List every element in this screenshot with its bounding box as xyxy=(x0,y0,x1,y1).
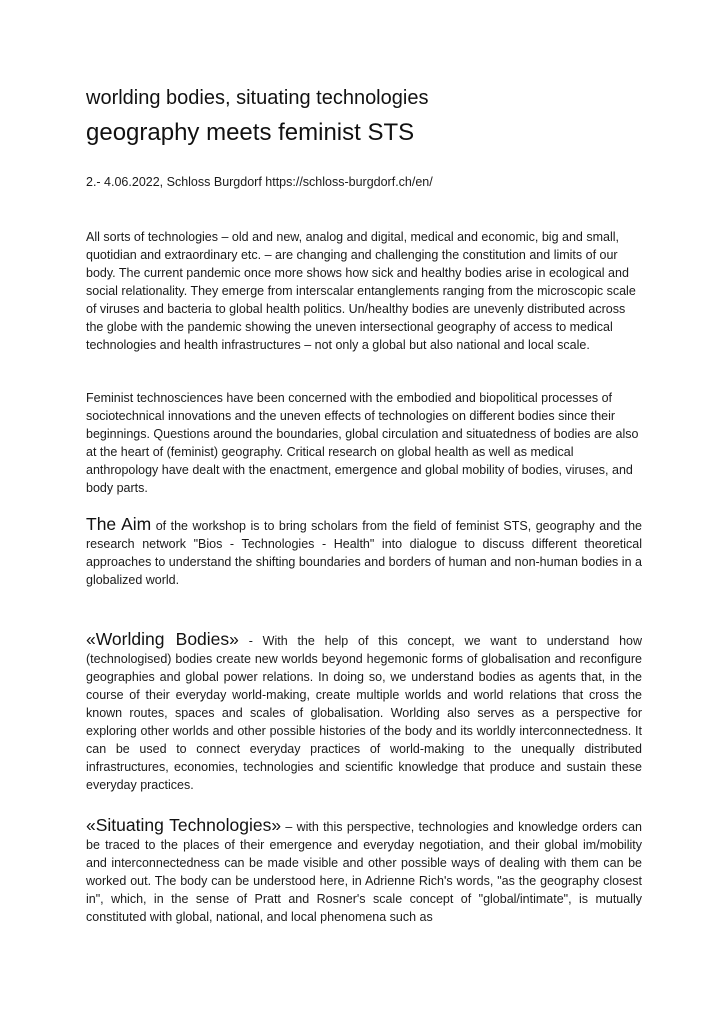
title-line-1: worlding bodies, situating technologies xyxy=(86,87,429,109)
situating-technologies-text: – with this perspective, technologies and knowledge orders can be traced to the places of their emergence and everyday negotiation, and their global im/mobility and interconnectedness can be made visible and other possible ways of dealing with them can be worked out. The body can be understood here, in Adrienne Rich's words, "as the geography closest in", which, in the sense of Pratt and Rosner's scale concept of "global/intimate", is mutually constituted with global, national, and local phenomena such as xyxy=(86,820,642,924)
paragraph-feminist-technosciences: Feminist technosciences have been concerned with the embodied and biopolitical processes of sociotechnical innovations and the uneven effects of technologies on different bodies since their beginnings. Questions around the boundaries, global circulation and situatedness of bodies are also at the heart of (feminist) geography. Critical research on global health as well as medical anthropology have dealt with the enactment, emergence and global mobility of bodies, viruses, and body parts. xyxy=(86,391,639,495)
title-line-2: geography meets feminist STS xyxy=(86,119,415,146)
aim-heading: The Aim xyxy=(86,514,152,534)
situating-technologies-heading: «Situating Technologies» xyxy=(86,815,282,835)
paragraph-intro: All sorts of technologies – old and new, analog and digital, medical and economic, big and small, quotidian and extraordinary etc. – are changing and challenging the constitution and limits of our body. The current pandemic once more shows how sick and healthy bodies arise in ecological and social relationality. They emerge from interscalar entanglements ranging from the microscopic scale of viruses and bacteria to global health politics. Un/healthy bodies are unevenly distributed across the globe with the pandemic showing the uneven intersectional geography of access to medical technologies and health infrastructures – not only a global but also national and local scale. xyxy=(86,230,636,352)
paragraph-situating-technologies xyxy=(86,816,642,926)
aim-text: of the workshop is to bring scholars from the field of feminist STS, geography and the research network "Bios - Technologies - Health" into dialogue to discuss different theoretical approaches to understand the shifting boundaries and borders of human and non-human bodies in a globalized world. xyxy=(86,519,642,587)
paragraph-worlding-bodies xyxy=(86,630,642,794)
worlding-bodies-heading: «Worlding Bodies» xyxy=(86,629,239,649)
worlding-bodies-text: - With the help of this concept, we want to understand how (technologised) bodies create new worlds beyond hegemonic forms of globalisation and reconfigure geographies and global power relations. In doing so, we understand bodies as agents that, in the course of their everyday world-making, create multiple worlds and world relations that cross the known routes, spaces and scales of globalisation. Worlding also serves as a perspective for exploring other worlds and other possible histories of the body and its worldly interconnectedness. It can be used to connect everyday practices of world-making to the unequally distributed infrastructures, economies, technologies and scientific knowledge that produce and sustain these everyday practices. xyxy=(86,634,643,792)
dateline: 2.- 4.06.2022, Schloss Burgdorf https://schloss-burgdorf.ch/en/ xyxy=(86,175,433,189)
paragraph-aim xyxy=(86,515,642,589)
